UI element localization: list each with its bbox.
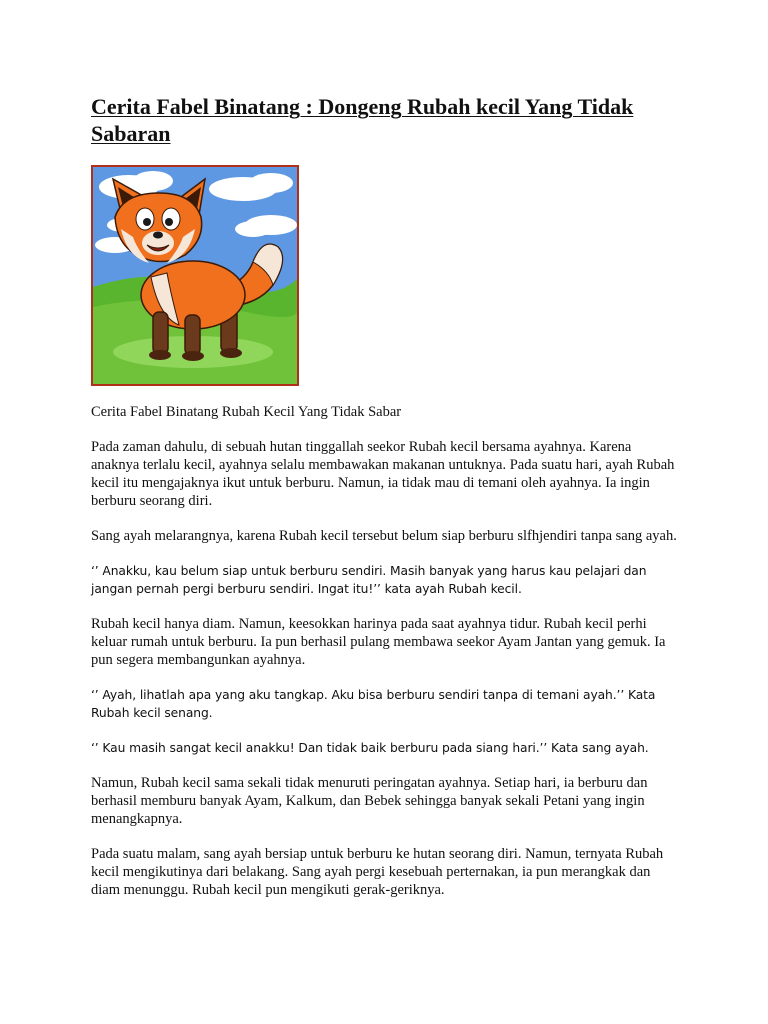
story-paragraph: Pada zaman dahulu, di sebuah hutan tinggallah seekor Rubah kecil bersama ayahnya. Karena anaknya terlalu kecil, ayahnya selalu membawakan makanan untuknya. Pada suatu hari, ayah Rubah kecil itu mengajaknya ikut untuk berburu. Namun, ia tidak mau di temani oleh ayahnya. Ia ingin berburu seorang diri. — [91, 439, 675, 509]
story-paragraph: Rubah kecil hanya diam. Namun, keesokkan harinya pada saat ayahnya tidur. Rubah kecil perhi keluar rumah untuk berburu. Ia pun berhasil pulang membawa seekor Ayam Jantan yang gemuk. Ia pun segera membangunkan ayahnya. — [91, 616, 666, 668]
story-paragraph: ‘’ Ayah, lihatlah apa yang aku tangkap. Aku bisa berburu sendiri tanpa di temani ayah.’’ Kata Rubah kecil senang. — [91, 688, 656, 720]
document-title: Cerita Fabel Binatang : Dongeng Rubah kecil Yang Tidak Sabaran — [91, 94, 634, 146]
fox-illustration — [91, 165, 299, 386]
story-paragraph: ‘’ Kau masih sangat kecil anakku! Dan tidak baik berburu pada siang hari.’’ Kata sang ayah. — [91, 741, 649, 755]
fox-icon — [93, 167, 297, 384]
story-paragraph: Pada suatu malam, sang ayah bersiap untuk berburu ke hutan seorang diri. Namun, ternyata Rubah kecil mengikutinya dari belakang. Sang ayah pergi kesebuah perternakan, ia pun merangkak dan diam menunggu. Rubah kecil pun mengikuti gerak-geriknya. — [91, 846, 664, 898]
story-paragraph: Sang ayah melarangnya, karena Rubah kecil tersebut belum siap berburu slfhjendiri tanpa sang ayah. — [91, 528, 677, 544]
story-subtitle: Cerita Fabel Binatang Rubah Kecil Yang Tidak Sabar — [91, 404, 402, 420]
story-paragraph: Namun, Rubah kecil sama sekali tidak menuruti peringatan ayahnya. Setiap hari, ia berburu dan berhasil memburu banyak Ayam, Kalkum, dan Bebek sehingga banyak sekali Petani yang ingin menangkapnya. — [91, 775, 648, 827]
story-paragraph: ‘’ Anakku, kau belum siap untuk berburu sendiri. Masih banyak yang harus kau pelajari dan jangan pernah pergi berburu sendiri. Ingat itu!’’ kata ayah Rubah kecil. — [91, 564, 647, 596]
story-body — [91, 403, 681, 916]
